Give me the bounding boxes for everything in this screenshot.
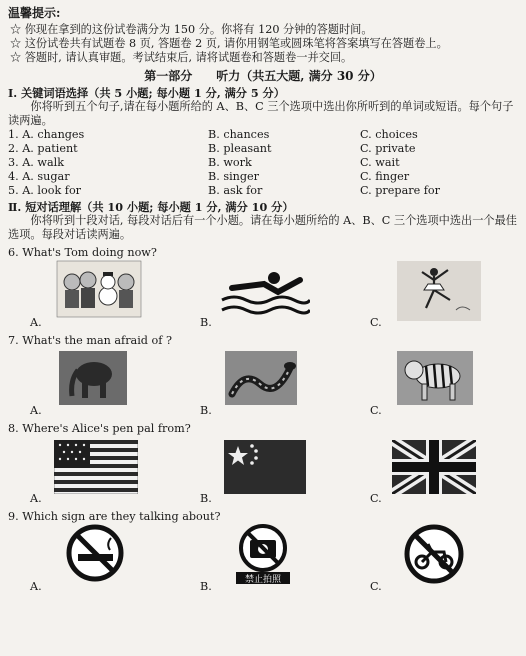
question-4-options bbox=[8, 170, 518, 184]
q1-option-b: B. chances bbox=[208, 128, 270, 141]
elephant-icon bbox=[58, 350, 128, 406]
q3-option-a: 3. A. walk bbox=[8, 156, 65, 169]
snake-icon bbox=[224, 350, 298, 406]
q7-choice-c[interactable] bbox=[348, 348, 518, 418]
q2-option-a: 2. A. patient bbox=[8, 142, 78, 155]
question-7-choices bbox=[8, 348, 518, 418]
q3-option-c: C. wait bbox=[360, 156, 400, 169]
q8-letter-c: C. bbox=[370, 492, 382, 505]
china-flag-icon bbox=[224, 440, 306, 494]
question-9-choices bbox=[8, 524, 518, 594]
section-heading: 第一部分 听力（共五大题, 满分 30 分） bbox=[144, 69, 382, 83]
no-photo-caption: 禁止拍照 bbox=[244, 575, 282, 585]
part2-instruction: 你将听到十段对话, 每段对话后有一个小题。请在每小题所给的 A、B、C 三个选项中选出一个最佳选项。每段对话读两遍。 bbox=[8, 214, 517, 241]
question-7-text: 7. What's the man afraid of ? bbox=[8, 334, 172, 347]
children-snowman-icon bbox=[56, 260, 142, 318]
q7-letter-c: C. bbox=[370, 404, 382, 417]
q1-option-a: 1. A. changes bbox=[8, 128, 85, 141]
question-3-options bbox=[8, 156, 518, 170]
q3-option-b: B. work bbox=[208, 156, 252, 169]
q6-letter-c: C. bbox=[370, 316, 382, 329]
q5-option-a: 5. A. look for bbox=[8, 184, 82, 197]
part1-instruction: 你将听到五个句子,请在每小题所给的 A、B、C 三个选项中选出你所听到的单词或短语。每个句子读两遍。 bbox=[8, 100, 514, 127]
no-photography-sign-icon bbox=[230, 524, 296, 586]
q9-letter-c: C. bbox=[370, 580, 382, 593]
uk-flag-icon bbox=[392, 440, 476, 494]
notice-item-3: ☆ 答题时, 请认真审题。考试结束后, 请将试题卷和答题卷一并交回。 bbox=[10, 51, 353, 64]
q9-letter-a: A. bbox=[30, 580, 42, 593]
q7-letter-a: A. bbox=[30, 404, 42, 417]
q2-option-b: B. pleasant bbox=[208, 142, 272, 155]
swimmer-icon bbox=[218, 266, 310, 316]
question-6-text: 6. What's Tom doing now? bbox=[8, 246, 157, 259]
q8-choice-b[interactable] bbox=[178, 436, 348, 506]
question-2-options bbox=[8, 142, 518, 156]
q7-letter-b: B. bbox=[200, 404, 212, 417]
tiger-icon bbox=[396, 350, 474, 406]
q2-option-c: C. private bbox=[360, 142, 416, 155]
notice-item-1: ☆ 你现在拿到的这份试卷满分为 150 分。你将有 120 分钟的答题时间。 bbox=[10, 23, 373, 36]
q5-option-c: C. prepare for bbox=[360, 184, 440, 197]
q7-choice-a[interactable] bbox=[8, 348, 178, 418]
q6-letter-b: B. bbox=[200, 316, 212, 329]
q4-option-a: 4. A. sugar bbox=[8, 170, 70, 183]
question-5-options bbox=[8, 184, 518, 198]
q6-letter-a: A. bbox=[30, 316, 42, 329]
q5-option-b: B. ask for bbox=[208, 184, 263, 197]
q8-choice-c[interactable] bbox=[348, 436, 518, 506]
question-8-choices bbox=[8, 436, 518, 506]
no-motorcycle-sign-icon bbox=[404, 524, 464, 584]
part2-title: Ⅱ. 短对话理解（共 10 小题; 每小题 1 分, 满分 10 分） bbox=[8, 200, 294, 214]
q4-option-b: B. singer bbox=[208, 170, 259, 183]
q8-choice-a[interactable] bbox=[8, 436, 178, 506]
question-8-text: 8. Where's Alice's pen pal from? bbox=[8, 422, 191, 435]
q9-letter-b: B. bbox=[200, 580, 212, 593]
q9-choice-a[interactable] bbox=[8, 524, 178, 594]
q6-choice-a[interactable] bbox=[8, 260, 178, 330]
ballet-dancer-icon bbox=[396, 260, 482, 322]
notice-title: 温馨提示: bbox=[8, 6, 61, 20]
q6-choice-b[interactable] bbox=[178, 260, 348, 330]
q9-choice-c[interactable] bbox=[348, 524, 518, 594]
q9-choice-b[interactable] bbox=[178, 524, 348, 594]
question-1-options bbox=[8, 128, 518, 142]
q4-option-c: C. finger bbox=[360, 170, 410, 183]
q8-letter-b: B. bbox=[200, 492, 212, 505]
no-smoking-sign-icon bbox=[66, 524, 124, 582]
q8-letter-a: A. bbox=[30, 492, 42, 505]
notice-item-2: ☆ 这份试卷共有试题卷 8 页, 答题卷 2 页, 请你用钢笔或圆珠笔将答案填写在答题卷上。 bbox=[10, 37, 448, 50]
question-6-choices bbox=[8, 260, 518, 330]
question-9-text: 9. Which sign are they talking about? bbox=[8, 510, 221, 523]
usa-flag-icon bbox=[54, 440, 138, 494]
q1-option-c: C. choices bbox=[360, 128, 418, 141]
q7-choice-b[interactable] bbox=[178, 348, 348, 418]
q6-choice-c[interactable] bbox=[348, 260, 518, 330]
part1-title: Ⅰ. 关键词语选择（共 5 小题; 每小题 1 分, 满分 5 分） bbox=[8, 86, 285, 100]
